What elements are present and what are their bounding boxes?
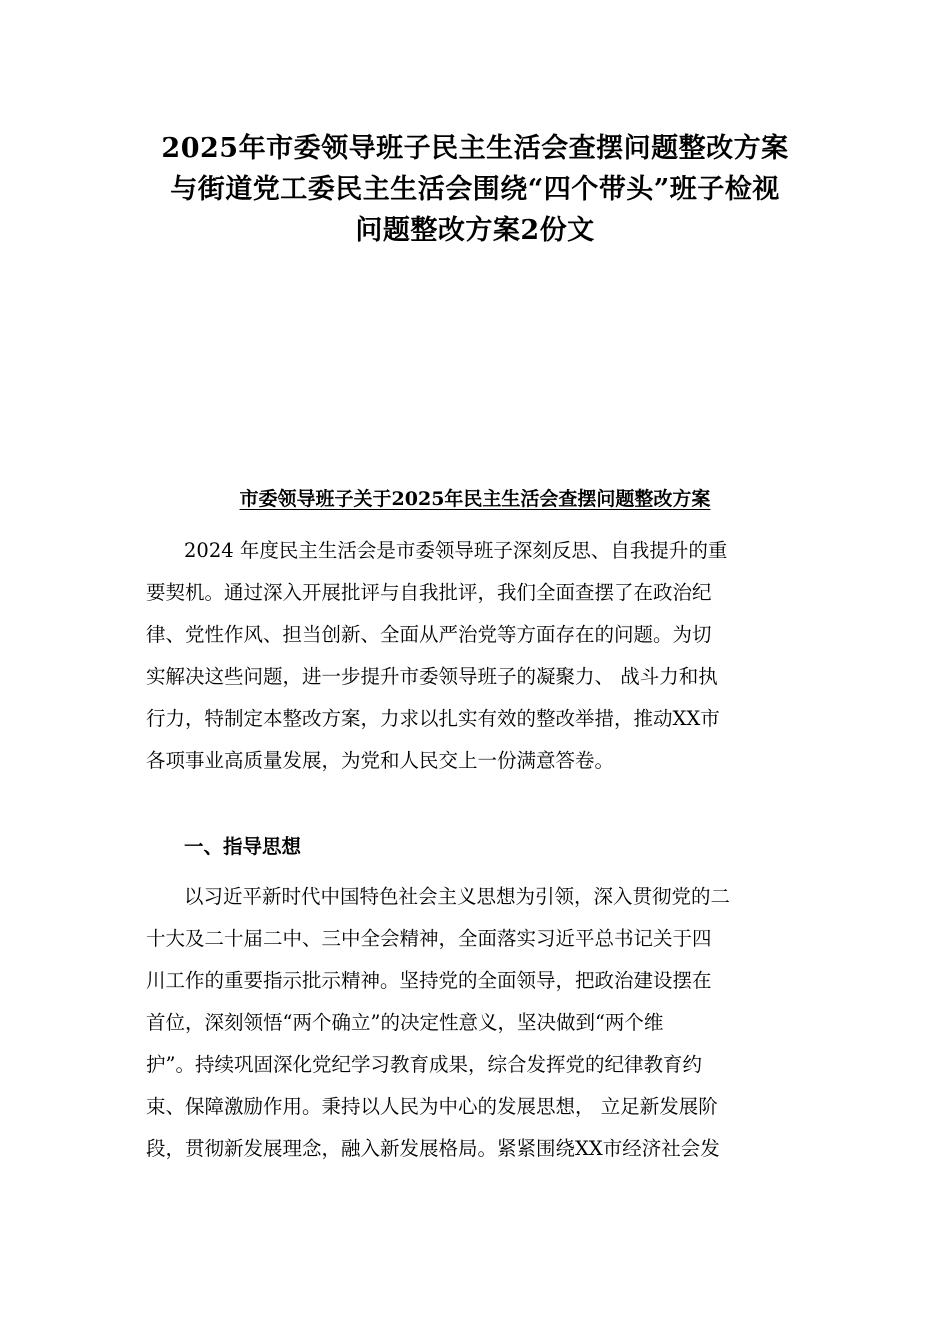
guide-line: 段，贯彻新发展理念，融入新发展格局。紧紧围绕XX市经济社会发 [146,1137,720,1160]
title-line-1: 2025年市委领导班子民主生活会查摆问题整改方案 [161,133,789,164]
intro-paragraph [146,530,806,782]
title-line-3: 问题整改方案2份文 [355,215,595,246]
intro-line: 行力，特制定本整改方案，力求以扎实有效的整改举措，推动XX市 [146,707,720,730]
intro-line: 实解决这些问题，进一步提升市委领导班子的凝聚力、 战斗力和执 [146,665,718,688]
guiding-ideology-paragraph [146,876,806,1170]
guide-line: 首位，深刻领悟“两个确立”的决定性意义，坚决做到“两个维 [146,1011,664,1034]
section-title-text: 市委领导班子关于2025年民主生活会查摆问题整改方案 [239,488,711,510]
heading-guiding-ideology: 一、指导思想 [184,835,302,858]
guide-line: 川工作的重要指示批示精神。坚持党的全面领导，把政治建设摆在 [146,969,712,992]
guide-line: 以习近平新时代中国特色社会主义思想为引领，深入贯彻党的二 [184,885,731,908]
guide-line: 束、保障激励作用。秉持以人民为中心的发展思想， 立足新发展阶 [146,1095,718,1118]
guide-line: 十大及二十届二中、三中全会精神，全面落实习近平总书记关于四 [146,927,712,950]
title-line-2: 与街道党工委民主生活会围绕“四个带头”班子检视 [170,174,780,205]
section-title [120,484,830,514]
intro-line: 2024 年度民主生活会是市委领导班子深刻反思、自我提升的重 [184,539,728,562]
intro-line: 要契机。通过深入开展批评与自我批评，我们全面查摆了在政治纪 [146,581,712,604]
intro-line: 律、党性作风、担当创新、全面从严治党等方面存在的问题。为切 [146,623,712,646]
document-title [120,128,830,251]
intro-line: 各项事业高质量发展，为党和人民交上一份满意答卷。 [146,749,615,772]
guide-line: 护”。持续巩固深化党纪学习教育成果，综合发挥党的纪律教育约 [146,1053,702,1076]
